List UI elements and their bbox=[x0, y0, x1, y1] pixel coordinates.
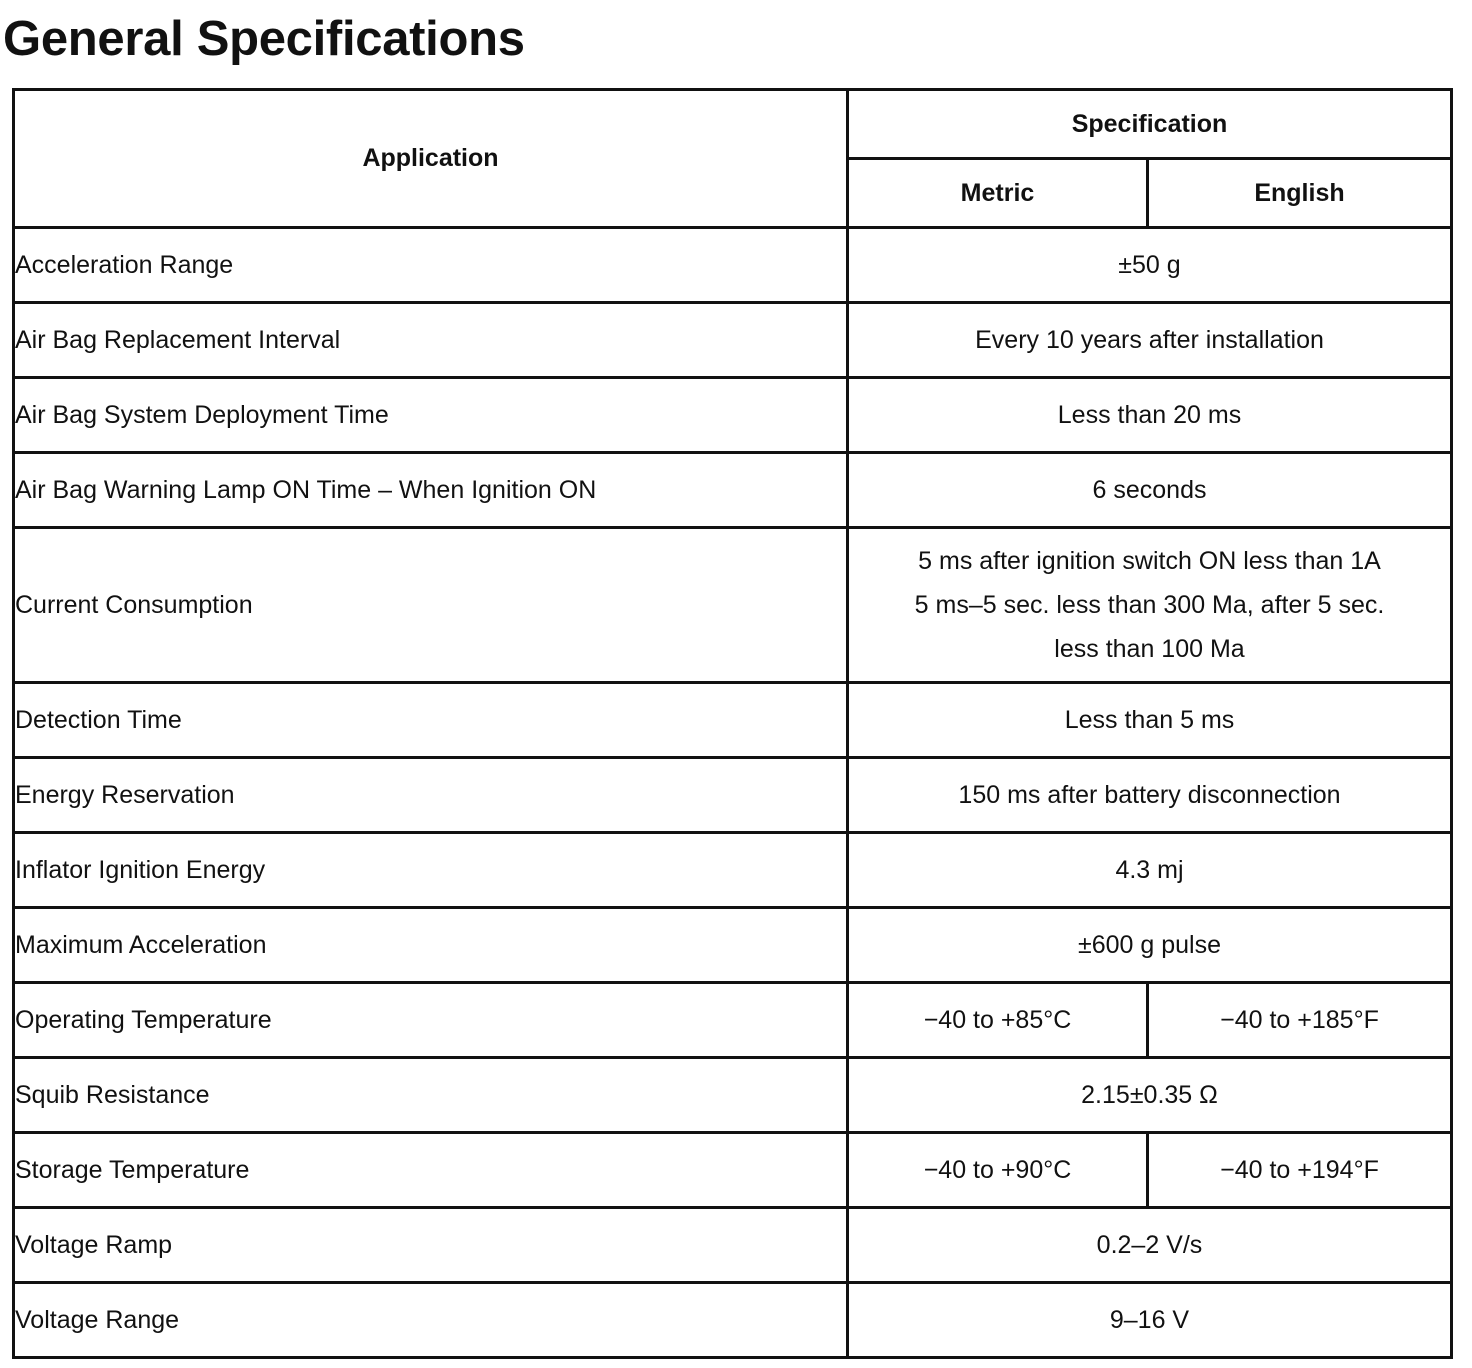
table-row bbox=[14, 1133, 1452, 1208]
specification-line: 5 ms–5 sec. less than 300 Ma, after 5 sec. bbox=[914, 591, 1385, 619]
specification-cell: 6 seconds bbox=[848, 453, 1452, 528]
application-cell: Detection Time bbox=[14, 683, 848, 758]
application-cell: Air Bag Replacement Interval bbox=[14, 303, 848, 378]
table-row bbox=[14, 1058, 1452, 1133]
metric-cell: −40 to +90°C bbox=[848, 1133, 1148, 1208]
application-cell: Maximum Acceleration bbox=[14, 908, 848, 983]
metric-column-header: Metric bbox=[848, 159, 1148, 228]
table-row bbox=[14, 303, 1452, 378]
specification-line: less than 100 Ma bbox=[1054, 635, 1245, 663]
table-row bbox=[14, 228, 1452, 303]
application-cell: Squib Resistance bbox=[14, 1058, 848, 1133]
table-row bbox=[14, 758, 1452, 833]
specification-cell: 0.2–2 V/s bbox=[848, 1208, 1452, 1283]
specification-column-header: Specification bbox=[848, 90, 1452, 159]
application-cell: Storage Temperature bbox=[14, 1133, 848, 1208]
specification-cell: 2.15±0.35 Ω bbox=[848, 1058, 1452, 1133]
english-cell: −40 to +185°F bbox=[1148, 983, 1452, 1058]
specification-cell bbox=[848, 528, 1452, 683]
table-row bbox=[14, 378, 1452, 453]
application-cell: Operating Temperature bbox=[14, 983, 848, 1058]
table-row bbox=[14, 453, 1452, 528]
table-row bbox=[14, 833, 1452, 908]
application-cell: Energy Reservation bbox=[14, 758, 848, 833]
table-row bbox=[14, 983, 1452, 1058]
specification-cell: 9–16 V bbox=[848, 1283, 1452, 1358]
metric-cell: −40 to +85°C bbox=[848, 983, 1148, 1058]
specification-cell: Every 10 years after installation bbox=[848, 303, 1452, 378]
english-column-header: English bbox=[1148, 159, 1452, 228]
application-cell: Air Bag Warning Lamp ON Time – When Ignition ON bbox=[14, 453, 848, 528]
application-column-header: Application bbox=[14, 90, 848, 228]
page-title: General Specifications bbox=[3, 12, 525, 66]
specification-cell: 4.3 mj bbox=[848, 833, 1452, 908]
application-cell: Current Consumption bbox=[14, 528, 848, 683]
table-row bbox=[14, 908, 1452, 983]
table-row bbox=[14, 1283, 1452, 1358]
specification-cell: Less than 20 ms bbox=[848, 378, 1452, 453]
table-row bbox=[14, 683, 1452, 758]
general-specifications-table bbox=[12, 88, 1453, 1359]
application-cell: Voltage Ramp bbox=[14, 1208, 848, 1283]
specification-line: 5 ms after ignition switch ON less than 1A bbox=[918, 547, 1381, 575]
specification-cell: ±600 g pulse bbox=[848, 908, 1452, 983]
application-cell: Acceleration Range bbox=[14, 228, 848, 303]
english-cell: −40 to +194°F bbox=[1148, 1133, 1452, 1208]
specification-cell: ±50 g bbox=[848, 228, 1452, 303]
application-cell: Air Bag System Deployment Time bbox=[14, 378, 848, 453]
table-row bbox=[14, 1208, 1452, 1283]
specification-cell: Less than 5 ms bbox=[848, 683, 1452, 758]
specification-cell: 150 ms after battery disconnection bbox=[848, 758, 1452, 833]
table-row bbox=[14, 528, 1452, 683]
application-cell: Voltage Range bbox=[14, 1283, 848, 1358]
application-cell: Inflator Ignition Energy bbox=[14, 833, 848, 908]
